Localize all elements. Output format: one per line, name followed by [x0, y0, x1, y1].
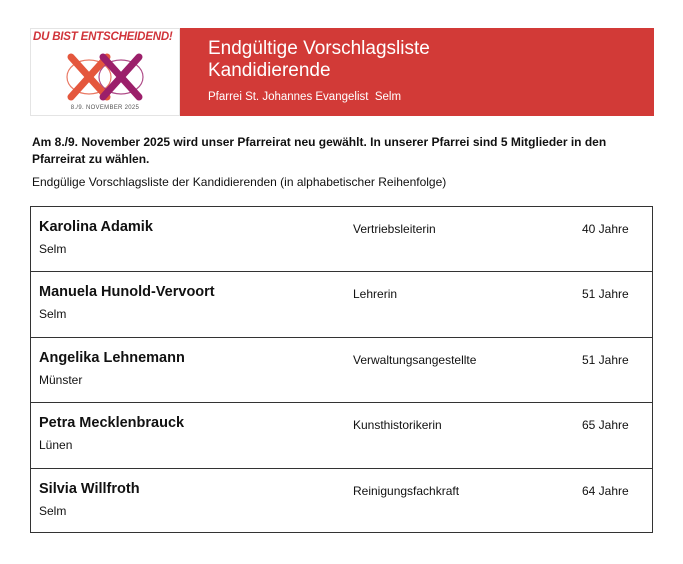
candidate-city: Münster — [39, 372, 83, 387]
parish-subtitle: Pfarrei St. Johannes Evangelist Selm — [208, 91, 402, 103]
election-logo — [30, 28, 180, 116]
candidate-city: Selm — [39, 242, 67, 256]
title-banner — [180, 28, 654, 116]
logo-date: 8./9. NOVEMBER 2025 — [70, 105, 140, 111]
candidate-age: 40 Jahre — [582, 222, 629, 236]
candidate-name: Karolina Adamik — [39, 219, 153, 235]
candidate-age: 65 Jahre — [582, 418, 629, 433]
table-row — [31, 469, 652, 534]
candidate-age: 51 Jahre — [582, 287, 629, 302]
logo-tagline: DU BIST ENTSCHEIDEND! — [33, 31, 173, 43]
table-row — [31, 338, 652, 403]
candidate-job: Kunsthistorikerin — [353, 418, 442, 433]
candidate-table — [30, 206, 653, 533]
candidate-city: Lünen — [39, 438, 73, 453]
candidate-name: Angelika Lehnemann — [39, 349, 185, 366]
candidate-age: 64 Jahre — [582, 483, 629, 498]
candidate-job: Vertriebsleiterin — [353, 222, 436, 236]
candidate-job: Reinigungsfachkraft — [353, 483, 460, 498]
list-heading: Endgülige Vorschlagsliste der Kandidierenden (in alphabetischer Reihenfolge) — [32, 175, 447, 189]
candidate-age: 51 Jahre — [582, 352, 629, 367]
table-row — [31, 403, 652, 468]
candidate-job: Lehrerin — [353, 287, 398, 302]
ballot-cross-icon — [61, 49, 151, 105]
title-line-2: Kandidierende — [208, 60, 331, 81]
candidate-city: Selm — [39, 307, 67, 322]
page-title — [208, 38, 430, 82]
candidate-job: Verwaltungsangestellte — [353, 352, 477, 367]
table-row — [31, 207, 652, 272]
candidate-name: Manuela Hunold-Vervoort — [39, 284, 215, 301]
title-line-1: Endgültige Vorschlagsliste — [208, 38, 430, 59]
candidate-city: Selm — [39, 503, 67, 518]
candidate-name: Petra Mecklenbrauck — [39, 415, 185, 432]
table-row — [31, 272, 652, 337]
header — [30, 28, 654, 116]
intro-text: Am 8./9. November 2025 wird unser Pfarreirat neu gewählt. In unserer Pfarrei sind 5 Mitglieder in den Pfarreirat zu wählen. — [32, 135, 607, 166]
candidate-name: Silvia Willfroth — [39, 480, 140, 497]
